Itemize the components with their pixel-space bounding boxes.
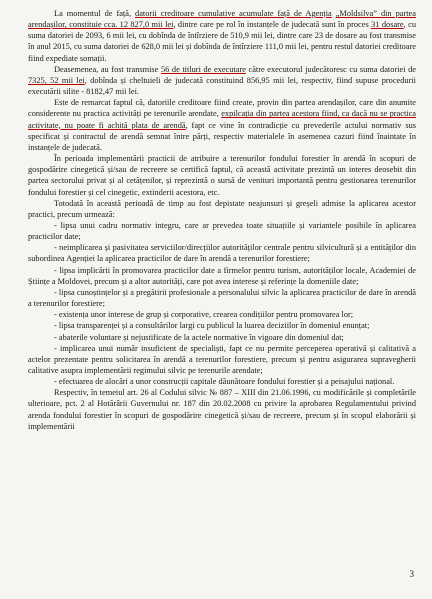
paragraph	[28, 220, 416, 242]
underlined-phrase: 31 dosare	[371, 20, 404, 30]
underlined-phrase: datorii creditoare cumulative acumulate față de Agenția	[135, 9, 332, 18]
underlined-phrase: expilcația din partea acestora fiind, ca dacă nu se practica activitate, nu poate fi achită plata de arendă	[28, 109, 416, 130]
paragraph	[28, 242, 416, 264]
paragraph	[28, 153, 416, 198]
paragraph	[28, 8, 416, 64]
text-run: , cu suma datoriei de 2093, 6 mii lei, cu dobînda de întîrziere de 510,9 mii lei, dintre care 23 de dosare au fost transmise în anul 2015, cu suma datoriei de 628,0 mii lei și dobînda de întîrziere 111,0 mii lei, pentru restul datoriei creditoare fiind expediate somații.	[28, 20, 416, 63]
text-run: Este de remarcat faptul că, datoriile creditoare fiind create, provin din partea arendașilor, care din anumite considerente nu practica activități pe terenurile arendate,	[28, 98, 416, 119]
text-run: - abaterile voluntare și nejustificate de la actele normative în vigoare din domeniul dat;	[54, 332, 344, 342]
paragraph	[28, 97, 416, 153]
text-run: - implicarea unui număr insuficient de specialiști, fapt ce nu permite perceperea operativă și calitativă a actelor prezentate pentru solicitarea în arendă a terenurilor forestiere, precum și pentru asigurarea supravegherii calitative asupra implementării regimului silvic pe terenurile arendate;	[28, 343, 416, 375]
paragraph	[28, 198, 416, 220]
text-run: - neimplicarea și pasivitatea serviciilor/direcțiilor autorităților centrale pentru silvicultură și a entităților din subordinea Agenției la aplicarea practicilor de dare în arendă a terenurilor forestiere;	[28, 243, 416, 264]
text-run: - lipsa cunoștințelor și a pregătirii profesionale a personalului silvic la aplicarea practicilor de dare în arendă a terenurilor forestiere;	[28, 287, 416, 309]
text-run: către executorul judecătoresc cu suma datoriei de	[245, 64, 417, 74]
text-run: Totodată în această perioadă de timp au fost depistate neajunsuri și greșeli admise la aplicarea acestor practici, precum urmează:	[28, 198, 416, 219]
text-run: - lipsa transparenței și a consultărilor largi cu publicul la luarea deciziilor în domeniul enunțat;	[54, 321, 370, 331]
underlined-phrase: „Moldsilva” din partea arendașilor, constituie cca. 12 827,0 mii lei	[28, 9, 416, 30]
paragraph	[28, 332, 416, 343]
paragraph	[28, 64, 416, 97]
text-run: , dintre care pe rol în instanțele de judecată sunt în proces	[173, 20, 372, 30]
text-run: În perioada implementării practicii de atribuire a terenurilor fondului forestier în arendă în scopuri de gospodărire cinegetică și/sau de recreere se certifică faptul, că această activitate prezintă un interes deosebit din partea sectorului privat și al cetățenilor, și reprezintă o sursă de venituri importantă pentru gestionarea terenurilor fondului forestier și cel cinegetic, extinderii acestora, etc.	[28, 154, 416, 197]
text-run: - existența unor interese de grup și corporative, crearea condițiilor pentru promovarea lor;	[54, 310, 354, 320]
text-run: - lipsa unui cadru normativ integru, care ar prevedea toate situațiile și variantele posibile în aplicarea practicilor date;	[28, 220, 416, 242]
document-body	[28, 8, 416, 432]
text-run: Respectiv, în temeiul art. 26 al Codului silvic № 887 – XIII din 21.06.1996, cu modificările și completările ulterioare, pct. 2 al Hotărârii Guvernului nr. 187 din 20.02.2008 cu privire la aprobarea Regulamentului privind arenda fondului forestier în scopuri de gospodărire cinegetică și/sau de recreere, precum și în scopul elaborării și implementării	[28, 388, 416, 431]
paragraph	[28, 309, 416, 320]
paragraph	[28, 343, 416, 376]
text-run: La momentul de față,	[54, 9, 136, 18]
text-run: - lipsa implicării în promovarea practicilor date a firmelor pentru turism, autorităților locale, Academiei de Științe a Moldovei, precum și a altor autorități, care pot avea interese și referințe la domeniile date;	[28, 265, 416, 286]
text-run: , fapt ce vine în contradicție cu prevederile actului normativ sus specificat și contractul de arendă semnat între părți, respectiv materialele în asemenea cazuri fiind înaintate în instanțele de judecată.	[28, 120, 417, 152]
page-number: 3	[409, 569, 414, 579]
paragraph	[28, 320, 416, 331]
paragraph	[28, 287, 416, 309]
text-run: - efectuarea de alocări a unor construcții capitale dăunătoare fondului forestier și a peisajului național.	[54, 377, 395, 387]
underlined-phrase: 7325, 52 mii lei	[28, 75, 85, 85]
underlined-phrase: 56 de titluri de executare	[160, 64, 246, 74]
text-run: , dobînda și cheltuieli de judecată constituind 856,95 mii lei, respectiv, fiind supuse procedurii executării silite - 8182,47 mii lei.	[28, 75, 416, 97]
paragraph	[28, 387, 416, 432]
paragraph	[28, 265, 416, 287]
paragraph	[28, 376, 416, 387]
text-run: Deasemenea, au fost transmise	[54, 64, 161, 74]
